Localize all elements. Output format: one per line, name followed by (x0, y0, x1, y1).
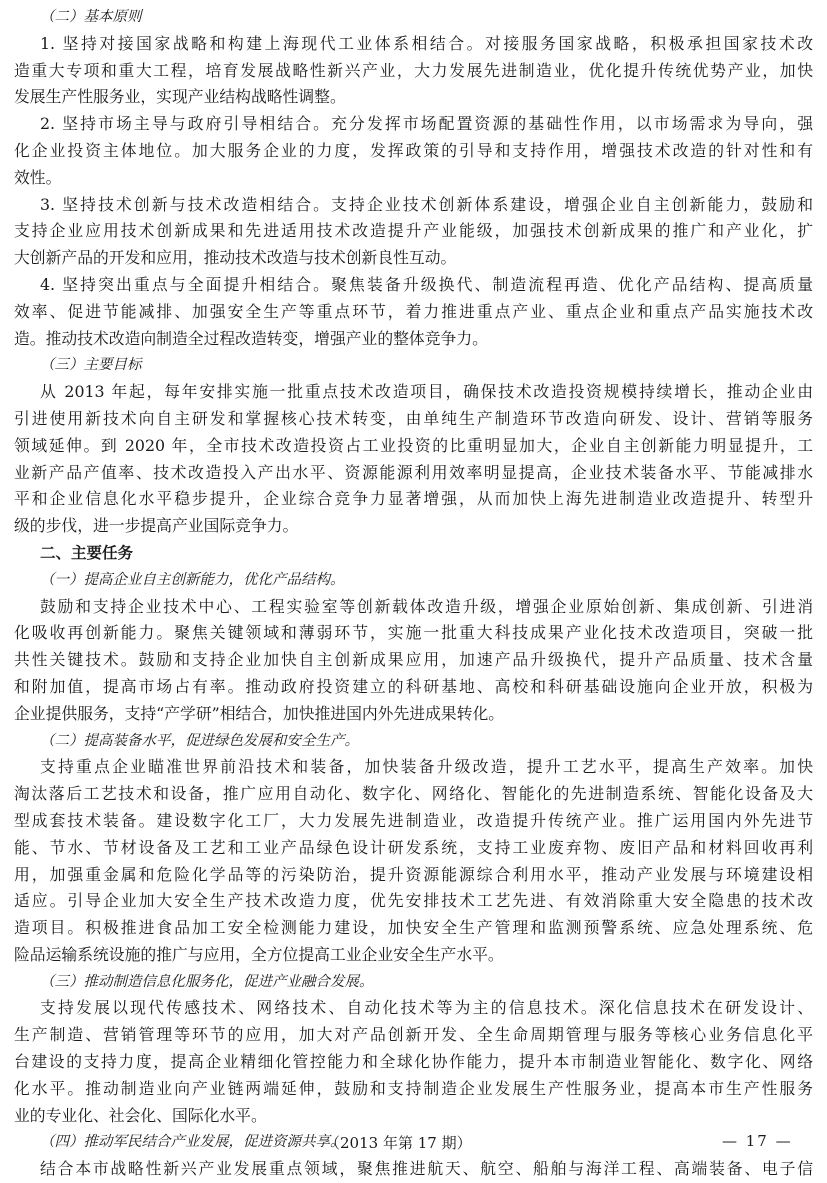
text-line: 用，加强重金属和危险化学品等的污染防治，提升资源能源综合利用水平，推动产业发展与环境建设相 (14, 864, 813, 884)
text-line: （三）主要目标 (40, 357, 142, 374)
text-line: 从 2013 年起，每年安排实施一批重点技术改造项目，确保技术改造投资规模持续增长，推动企业由 (40, 382, 813, 402)
text-line: 鼓励和支持企业技术中心、工程实验室等创新载体改造升级，增强企业原始创新、集成创新、引进消 (40, 596, 813, 616)
text-line: 结合本市战略性新兴产业发展重点领域，聚焦推进航天、航空、船舶与海洋工程、高端装备、电子信 (40, 1159, 813, 1179)
text-line: 造重大专项和重大工程，培育发展战略性新兴产业，大力发展先进制造业，优化提升传统优势产业，加快 (14, 60, 813, 80)
text-line: 3. 坚持技术创新与技术改造相结合。支持企业技术创新体系建设，增强企业自主创新能力，鼓励和 (40, 194, 813, 214)
text-line: 造项目。积极推进食品加工安全检测能力建设，加快安全生产管理和监测预警系统、应急处理系统、危 (14, 918, 813, 938)
text-line: 二、主要任务 (40, 543, 134, 562)
text-line: 能、节水、节材设备及工艺和工业产品绿色设计研发系统，支持工业废弃物、废旧产品和材料回收再利 (14, 837, 813, 857)
text-line: （二）基本原则 (40, 9, 142, 25)
text-line: 大创新产品的开发和应用，推动技术改造与技术创新良性互动。 (14, 248, 457, 268)
text-line: 业新产品产值率、技术改造投入产出水平、资源能源利用效率明显提高，企业技术装备水平、节能减排水 (14, 462, 813, 482)
text-line: 和附加值，提高市场占有率。推动政府投资建立的科研基地、高校和科研基础设施向企业开放，积极为 (14, 676, 813, 696)
text-line: （四）推动军民结合产业发展，促进资源共享。 (40, 1134, 345, 1151)
text-line: 淘汰落后工艺技术和设备，推广应用自动化、数字化、网络化、智能化的先进制造系统、智能化设备及大 (14, 784, 813, 804)
text-line: 险品运输系统设施的推广与应用，全方位提高工业企业安全生产水平。 (14, 944, 504, 964)
text-line: 效率、促进节能减排、加强安全生产等重点环节，着力推进重点产业、重点企业和重点产品实施技术改 (14, 301, 813, 321)
text-line: 领域延伸。到 2020 年，全市技术改造投资占工业投资的比重明显加大，企业自主创新能力明显提升，工 (14, 435, 813, 455)
body-text (14, 4, 813, 1183)
text-line: 共性关键技术。鼓励和支持企业加快自主创新成果应用，加速产品升级换代，提升产品质量、技术含量 (14, 650, 813, 670)
text-line: 支持重点企业瞄准世界前沿技术和装备，加快装备升级改造，提升工艺水平，提高生产效率。加快 (40, 757, 813, 777)
text-line: 支持发展以现代传感技术、网络技术、自动化技术等为主的信息技术。深化信息技术在研发设计、 (40, 998, 813, 1018)
issue-label: （2013 年第 17 期） (325, 1134, 472, 1152)
text-line: 化水平。推动制造业向产业链两端延伸，鼓励和支持制造企业发展生产性服务业，提高本市生产性服务 (14, 1078, 813, 1098)
text-line: 1. 坚持对接国家战略和构建上海现代工业体系相结合。对接服务国家战略，积极承担国家技术改 (40, 33, 813, 53)
text-line: 造。推动技术改造向制造全过程改造转变，增强产业的整体竞争力。 (14, 328, 488, 348)
text-line: 化企业投资主体地位。加大服务企业的力度，发挥政策的引导和支持作用，增强技术改造的针对性和有 (14, 140, 813, 160)
text-line: 4. 坚持突出重点与全面提升相结合。聚焦装备升级换代、制造流程再造、优化产品结构、提高质量 (40, 274, 813, 294)
page-number: — 17 — (722, 1132, 793, 1150)
text-line: 型成套技术装备。建设数字化工厂，大力发展先进制造业，改造提升传统产业。推广运用国内外先进节 (14, 810, 813, 830)
text-line: 平和企业信息化水平稳步提升，企业综合竞争力显著增强，从而加快上海先进制造业改造提升、转型升 (14, 489, 813, 509)
text-line: （二）提高装备水平，促进绿色发展和安全生产。 (40, 732, 359, 749)
text-line: 生产制造、营销管理等环节的应用，加大对产品创新开发、全生命周期管理与服务等核心业务信息化平 (14, 1025, 813, 1045)
text-line: 级的步伐，进一步提高产业国际竞争力。 (14, 516, 299, 536)
text-line: 2. 坚持市场主导与政府引导相结合。充分发挥市场配置资源的基础性作用，以市场需求为导向，强 (40, 114, 813, 134)
text-line: 引进使用新技术向自主研发和掌握核心技术转变，由单纯生产制造环节改造向研发、设计、营销等服务 (14, 408, 813, 428)
page-footer (0, 1128, 827, 1158)
text-line: 适应。引导企业加大安全生产技术改造力度，优先安排技术工艺先进、有效消除重大安全隐患的技术改 (14, 891, 813, 911)
text-line: 企业提供服务，支持“产学研”相结合，加快推进国内外先进成果转化。 (14, 703, 505, 723)
text-line: 化吸收再创新能力。聚焦关键领域和薄弱环节，实施一批重大科技成果产业化技术改造项目，突破一批 (14, 623, 813, 643)
text-line: 发展生产性服务业，实现产业结构战略性调整。 (14, 87, 346, 107)
text-line: 效性。 (14, 167, 62, 187)
text-line: （三）推动制造信息化服务化，促进产业融合发展。 (40, 973, 374, 990)
text-line: （一）提高企业自主创新能力，优化产品结构。 (40, 571, 345, 588)
text-line: 支持企业应用技术创新成果和先进适用技术改造提升产业能级，加强技术创新成果的推广和产业化，扩 (14, 221, 813, 241)
text-line: 业的专业化、社会化、国际化水平。 (14, 1105, 267, 1125)
text-line: 台建设的支持力度，提高企业精细化管控能力和全球化协作能力，提升本市制造业智能化、数字化、网络 (14, 1052, 813, 1072)
